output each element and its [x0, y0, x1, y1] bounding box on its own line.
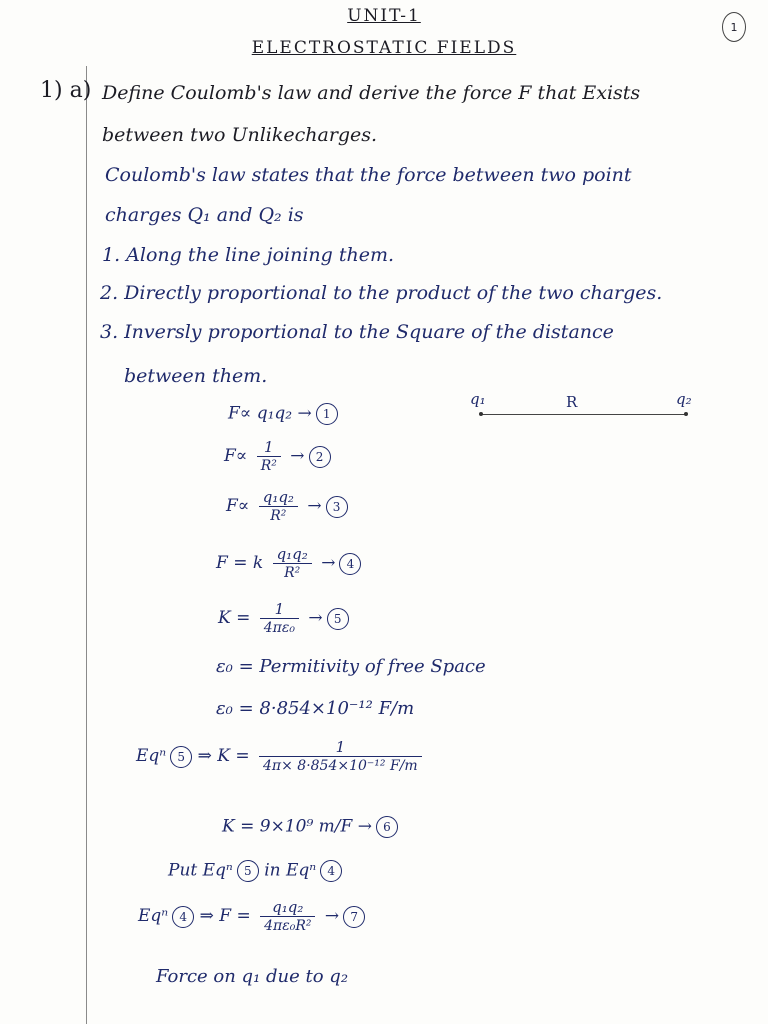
put-instruction	[168, 860, 342, 882]
equation-1-expression: F∝ q₁q₂ →	[228, 403, 312, 424]
equation-4-number: 4	[339, 553, 361, 575]
equation-4-lhs: F = k	[216, 553, 264, 573]
equation-6	[222, 816, 398, 838]
equation-2-fraction	[257, 438, 281, 475]
substitution-lhs: Eqⁿ	[136, 746, 167, 766]
equation-7-number: 7	[343, 906, 365, 928]
diagram-label-q2: q₂	[676, 390, 692, 408]
page-number: 1	[722, 12, 746, 42]
substitution-reference: 5	[170, 746, 192, 768]
charge-point-q2	[684, 412, 688, 416]
equation-2-number: 2	[309, 446, 331, 468]
answer-point-3-cont: between them.	[124, 365, 268, 387]
margin-line	[86, 66, 87, 1024]
diagram-label-r: R	[566, 393, 578, 411]
chapter-title: ELECTROSTATIC FIELDS	[251, 38, 517, 58]
equation-3	[226, 488, 348, 525]
substitution-equation	[136, 738, 426, 775]
arrow: →	[321, 553, 336, 573]
substitution-denominator: 4π× 8·854×10⁻¹² F/m	[263, 758, 418, 774]
equation-7-f: ⇒ F =	[199, 906, 251, 926]
equation-4-fraction	[273, 545, 312, 582]
equation-5-fraction	[260, 600, 299, 637]
equation-6-expression: K = 9×10⁹ m/F →	[222, 816, 372, 837]
answer-point-2: 2. Directly proportional to the product of the two charges.	[100, 282, 663, 304]
substitution-k: ⇒ K =	[197, 746, 250, 766]
answer-intro-2: charges Q₁ and Q₂ is	[105, 204, 304, 226]
equation-2-denominator: R²	[260, 458, 277, 474]
question-line-2: between two Unlikecharges.	[102, 124, 378, 146]
permittivity-value: ε₀ = 8·854×10⁻¹² F/m	[216, 698, 415, 719]
arrow: →	[308, 608, 323, 628]
substitution-fraction	[259, 738, 422, 775]
equation-6-number: 6	[376, 816, 398, 838]
equation-1-number: 1	[316, 403, 338, 425]
equation-2-numerator: 1	[257, 438, 281, 457]
put-text-2: in Eqⁿ	[264, 860, 317, 881]
equation-3-denominator: R²	[270, 508, 287, 524]
diagram-label-q1: q₁	[470, 390, 486, 408]
put-reference-5: 5	[237, 860, 259, 882]
equation-5-number: 5	[327, 608, 349, 630]
equation-4	[216, 545, 361, 582]
force-heading: Force on q₁ due to q₂	[156, 966, 349, 987]
equation-3-number: 3	[326, 496, 348, 518]
equation-4-numerator: q₁q₂	[273, 545, 312, 564]
equation-7	[138, 898, 365, 935]
equation-1	[228, 403, 338, 425]
substitution-numerator: 1	[259, 738, 422, 757]
arrow: →	[290, 446, 305, 466]
distance-line	[481, 414, 686, 415]
equation-7-fraction	[260, 898, 315, 935]
equation-3-fraction	[259, 488, 298, 525]
equation-5-numerator: 1	[260, 600, 299, 619]
equation-5	[218, 600, 349, 637]
equation-7-numerator: q₁q₂	[260, 898, 315, 917]
answer-point-3: 3. Inversly proportional to the Square of the distance	[100, 321, 614, 343]
equation-7-reference: 4	[172, 906, 194, 928]
equation-2	[224, 438, 331, 475]
answer-intro-1: Coulomb's law states that the force between two point	[105, 164, 632, 186]
question-number: 1) a)	[40, 78, 92, 103]
equation-2-lhs: F∝	[224, 446, 248, 466]
charge-point-q1	[479, 412, 483, 416]
equation-3-numerator: q₁q₂	[259, 488, 298, 507]
answer-point-1: 1. Along the line joining them.	[102, 244, 395, 266]
arrow: →	[324, 906, 340, 926]
equation-7-lhs: Eqⁿ	[138, 906, 169, 926]
unit-heading: UNIT-1	[347, 6, 421, 26]
arrow: →	[307, 496, 322, 516]
question-line-1: Define Coulomb's law and derive the force F that Exists	[102, 82, 641, 104]
put-text-1: Put Eqⁿ	[168, 860, 233, 881]
equation-7-denominator: 4πε₀R²	[264, 918, 312, 934]
permittivity-definition: ε₀ = Permitivity of free Space	[216, 656, 486, 677]
put-reference-4: 4	[320, 860, 342, 882]
equation-5-lhs: K =	[218, 608, 251, 628]
equation-3-lhs: F∝	[226, 496, 250, 516]
equation-5-denominator: 4πε₀	[263, 620, 295, 636]
equation-4-denominator: R²	[284, 565, 301, 581]
